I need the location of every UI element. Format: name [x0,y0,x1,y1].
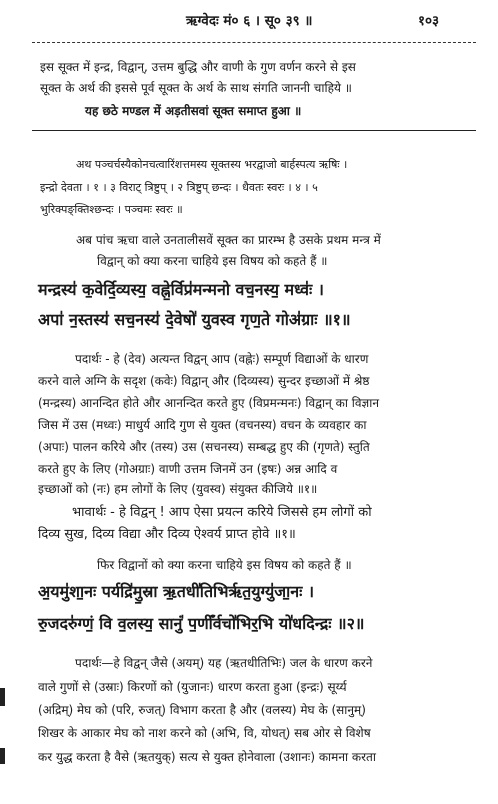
bhavartha-line: भावार्थः - हे विद्वन् ! आप ऐसा प्रयत्न करिये जिससे हम लोगों को [72,505,372,520]
intro-line: सूक्त के अर्थ की इससे पूर्व सूक्त के अर्थ के साथ संगति जाननी चाहिये ॥ [40,81,352,95]
page-number: १०३ [418,13,440,29]
padartha-line: शिखर के आकार मेघ को नाश करने को (अभि, वि, योधत्) सब ओर से विशेष [38,726,371,740]
padartha-line: इच्छाओं को (नः) हम लोगों के लिए (युवस्व) संयुक्त कीजिये ॥१॥ [38,482,318,496]
padartha-line: करने वाले अग्नि के सदृश (कवेः) विद्वान् और (दिव्यस्य) सुन्दर इच्छाओं में श्रेष्ठ [38,374,370,388]
padartha-line: करते हुए के लिए (गोअग्राः) वाणी उत्तम जिनमें उन (इषः) अन्न आदि व [38,462,338,476]
bhavartha-line: दिव्य सुख, दिव्य विद्या और दिव्य ऐश्वर्य प्राप्त होवे ॥१॥ [38,527,296,542]
padartha-line: (अद्रिम्) मेघ को (परि, रुजत्) विभाग करता है और (वलस्य) मेघ के (सानुम्) [38,703,366,717]
mantra-line: अपा॑ न॒स्तस्य॑ सच॒नस्य॑ दे॒वेषो॑ युवस्व गृण॒ते गोअ॑ग्राः ॥१॥ [38,310,351,329]
padartha-line: कर युद्ध करता है वैसे (ऋतयुक्) सत्य से युक्त होनेवाला (उशानः) कामना करता [38,750,376,764]
mantra-line: अ॒यमु॑शा॒नः पर्यद्रि॑मु॒स्रा ऋ॒तधी॑तिभिर्ऋत॒युग्यु॑जा॒नः । [38,582,315,601]
padartha-line: पदार्थः—हे विद्वन् जैसे (अयम्) यह (ऋतधीतिभिः) जल के धारण करने [75,656,373,670]
padartha-line: वाले गुणों से (उस्राः) किरणों को (युजानः) धारण करता हुआ (इन्द्रः) सूर्य्य [38,680,347,694]
mantra-intro-line: फिर विद्वानों को क्या करना चाहिये इस विषय को कहते हैं ॥ [97,558,352,572]
scan-edge-mark [0,688,5,706]
padartha-line: जिस में उस (मध्वः) माधुर्य आदि गुण से युक्त (वचनस्य) वचन के व्यवहार का [38,418,367,432]
mantra-line: रु॒जदरु॑ग्णं॒ वि व॒लस्य॒ सानुं॑ प॒णीँर्वचो॑भिर॒भि यो॑धदिन्द्रः ॥२॥ [38,614,365,633]
padartha-line: (अपाः) पालन करिये और (तस्य) उस (सचनस्य) सम्बद्ध हुए की (गृणते) स्तुति [38,440,370,454]
svara-line: भुरिक्पङ्क्तिश्छन्दः । पञ्चमः स्वरः ॥ [40,203,183,216]
mantra-intro-line: अब पांच ऋचा वाले उनतालीसवें सूक्त का प्रारम्भ है उसके प्रथम मन्त्र में [76,233,381,247]
rishi-line: अथ पञ्चर्चस्यैकोनचत्वारिंशत्तमस्य सूक्तस्य भरद्वाजो बार्हस्पत्य ऋषिः । [76,158,348,171]
running-header: ऋग्वेदः मं० ६ । सू० ३९ ॥ [186,13,313,29]
mantra-line: मन्द्रस्य॑ क॒वेर्दि॒व्यस्य॒ वह्ने॒र्विप्र॑मन्मनो वच॒नस्य॒ मध्वः॑ । [38,280,324,299]
devata-chhanda-line: इन्द्रो देवता । १ । ३ विराट् त्रिष्टुप् । २ त्रिष्टुप् छन्दः । धैवतः स्वरः । ४ । ५ [40,181,318,194]
mantra-intro-line: विद्वान् को क्या करना चाहिये इस विषय को कहते हैं ॥ [97,254,328,268]
sukta-end-note: यह छठे मण्डल में अड़तीसवां सूक्त समाप्त हुआ ॥ [85,104,302,118]
header-rule [32,42,476,43]
padartha-line: पदार्थः - हे (देव) अत्यन्त विद्वन् आप (वह्नेः) सम्पूर्ण विद्याओं के धारण [75,352,369,366]
padartha-line: (मन्द्रस्य) आनन्दित होते और आनन्दित करते हुए (विप्रमन्मनः) विद्वान् का विज्ञान [38,396,380,410]
section-rule [32,130,476,131]
scan-edge-mark [0,748,5,764]
intro-line: इस सूक्त में इन्द्र, विद्वान्, उत्तम बुद्धि और वाणी के गुण वर्णन करने से इस [40,60,356,74]
